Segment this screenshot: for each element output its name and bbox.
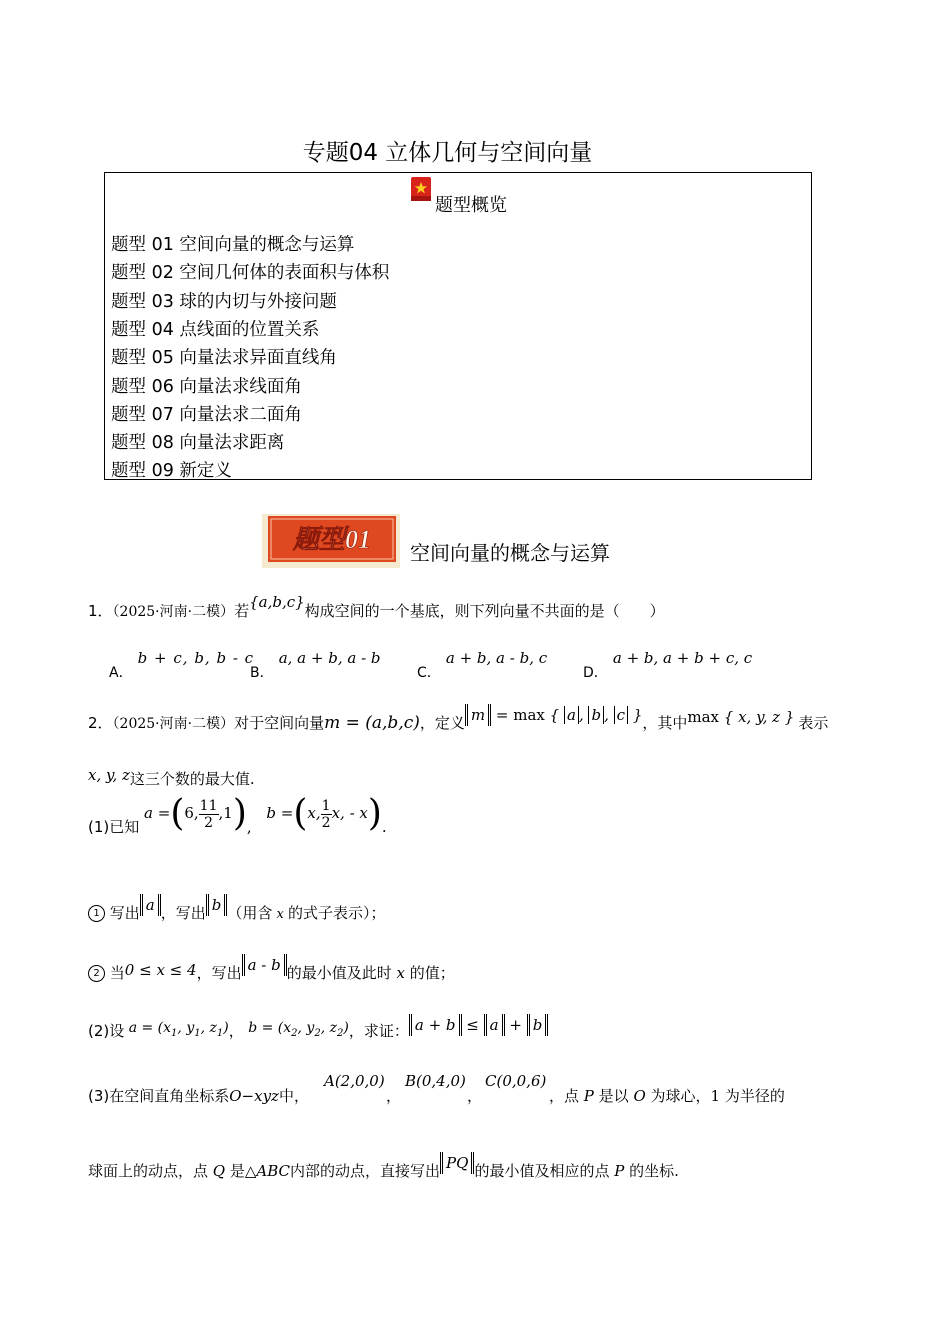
vector-a: a =(6, $\frac{11}{2}$ ,1) [144, 793, 247, 834]
inequality: a + b ≤ a + b [409, 1016, 548, 1034]
option-a[interactable] [109, 648, 255, 681]
part-1-sub-1: 1 写出 a ，写出 b （用含 x 的式子表示）； [88, 902, 386, 924]
norm-a: a [140, 896, 161, 914]
part-3-line-2: 球面上的动点，点 Q 是△ABC内部的动点，直接写出 PQ 的最小值及相应的点 P 的坐标. [88, 1154, 679, 1180]
q2-text: 的最小值及相应的点 [474, 1162, 610, 1180]
badge-background [262, 512, 400, 568]
q2-text: 内部的动点，直接写出 [290, 1162, 441, 1180]
question-number: 2． [88, 714, 113, 732]
q2-text: 的值； [409, 964, 455, 982]
norm-definition: m = max { a , b , c } [465, 706, 642, 724]
range-expr: 0 ≤ x ≤ 4 [124, 961, 197, 979]
comma: ， [386, 1087, 402, 1105]
point-c: C(0,0,6) [485, 1072, 547, 1090]
q2-text: 的式子表示）； [288, 904, 386, 922]
circled-one-icon: 1 [88, 905, 105, 922]
point-b: B(0,4,0) [405, 1072, 466, 1090]
vector-b-coords: $b = (x_2$, $y_2$, $z_2$) [243, 1020, 349, 1039]
max-expression: max { x, y, z } [687, 708, 795, 726]
part-label: (3)在空间直角坐标系 [88, 1087, 230, 1105]
q2-text: 这三个数的最大值. [129, 770, 255, 788]
question-2-line2 [88, 768, 255, 789]
q2-text: 为球心，1 为半径的 [650, 1087, 785, 1105]
q1-text-before: 若 [234, 602, 250, 620]
norm-pq: PQ [440, 1154, 474, 1172]
q2-text: 的坐标. [629, 1162, 679, 1180]
question-1-stem [88, 593, 665, 621]
option-expr: a + b, a - b, c [445, 649, 548, 667]
overview-item: 题型 01 空间向量的概念与运算 [111, 235, 355, 255]
part-3-line-1-tail: ，点 P 是以 O 为球心，1 为半径的 [549, 1087, 785, 1105]
coordinate-system: O−xyz [229, 1087, 279, 1105]
q2-text: 表示 [798, 714, 829, 732]
q2-text: ，定义 [419, 714, 465, 732]
overview-item: 题型 08 向量法求距离 [111, 433, 285, 453]
option-expr: a, a + b, a - b [278, 649, 381, 667]
q2-text: ， [228, 1022, 244, 1040]
option-letter: C． [417, 665, 441, 681]
q2-text: （用含 [227, 904, 273, 922]
question-source: （2025·河南·二模） [112, 716, 235, 732]
q2-text: ，写出 [196, 964, 242, 982]
option-expr: b + c, b, b - c [137, 649, 255, 667]
overview-item: 题型 05 向量法求异面直线角 [111, 348, 337, 368]
option-expr: a + b, a + b + c, c [612, 649, 753, 667]
point-a: A(2,0,0) [324, 1072, 385, 1090]
overview-item: 题型 07 向量法求二面角 [111, 405, 302, 425]
part-label: (2)设 [88, 1022, 125, 1040]
option-d[interactable] [583, 648, 753, 681]
option-letter: A． [109, 665, 133, 681]
q2-text: 写出 [109, 904, 140, 922]
overview-item: 题型 02 空间几何体的表面积与体积 [111, 263, 390, 283]
q1-text-after: 构成空间的一个基底，则下列向量不共面的是（ ） [304, 602, 665, 620]
q2-text: ，点 [549, 1087, 580, 1105]
q2-text: ，其中 [642, 714, 688, 732]
m-definition: m = (a,b,c) [324, 713, 420, 733]
q2-text: 是以 [598, 1087, 629, 1105]
basis-set: {a,b,c} [249, 593, 305, 611]
q2-text: ，求证： [348, 1022, 409, 1040]
section-badge [262, 512, 400, 568]
q2-text: 中， [278, 1087, 309, 1105]
part-3-line-1 [88, 1085, 309, 1106]
norm-b: b [206, 896, 228, 914]
overview-item: 题型 04 点线面的位置关系 [111, 320, 320, 340]
book-icon [410, 176, 432, 202]
max-label: max [513, 706, 545, 724]
vector-b: b =(x, $\frac{1}{2}$ x, - x) [266, 793, 382, 834]
option-letter: D． [583, 665, 608, 681]
q2-text: 对于空间向量 [234, 714, 325, 732]
overview-heading: 题型概览 [435, 195, 507, 216]
q2-text: 的最小值及此时 [286, 964, 392, 982]
part-label: (1)已知 [88, 818, 140, 836]
q2-text: 球面上的动点，点 [88, 1162, 209, 1180]
part-1-sub-2: 2 当0 ≤ x ≤ 4，写出 a - b 的最小值及此时 x 的值； [88, 962, 455, 984]
section-title: 空间向量的概念与运算 [410, 541, 610, 565]
max-label: max [687, 708, 720, 726]
overview-item: 题型 03 球的内切与外接问题 [111, 292, 337, 312]
overview-item: 题型 09 新定义 [111, 461, 232, 481]
page-title: 专题04 立体几何与空间向量 [302, 140, 593, 166]
question-2-stem [88, 706, 829, 734]
part-2 [88, 1016, 548, 1043]
circled-two-icon: 2 [88, 965, 105, 982]
question-source: （2025·河南·二模） [112, 604, 235, 620]
question-number: 1． [88, 602, 113, 620]
q2-text: 是△ [229, 1162, 257, 1180]
overview-item: 题型 06 向量法求线面角 [111, 377, 302, 397]
comma: ， [467, 1087, 483, 1105]
xyz-vars: x, y, z [88, 766, 130, 784]
option-c[interactable] [417, 648, 548, 681]
part-1-vectors: (1)已知 a =(6, $\frac{11}{2}$ ,1), b =(x, $\frac{1}{2}$ x, - x). [88, 793, 387, 836]
q2-text: ，写出 [160, 904, 206, 922]
norm-a-minus-b: a - b [242, 956, 287, 974]
vector-a-coords: $a = (x_1$, $y_1$, $z_1$) [124, 1020, 229, 1039]
badge-text: 题型01 [292, 525, 372, 554]
q2-text: 当 [109, 964, 125, 982]
option-b[interactable] [250, 648, 381, 681]
option-letter: B． [250, 665, 274, 681]
